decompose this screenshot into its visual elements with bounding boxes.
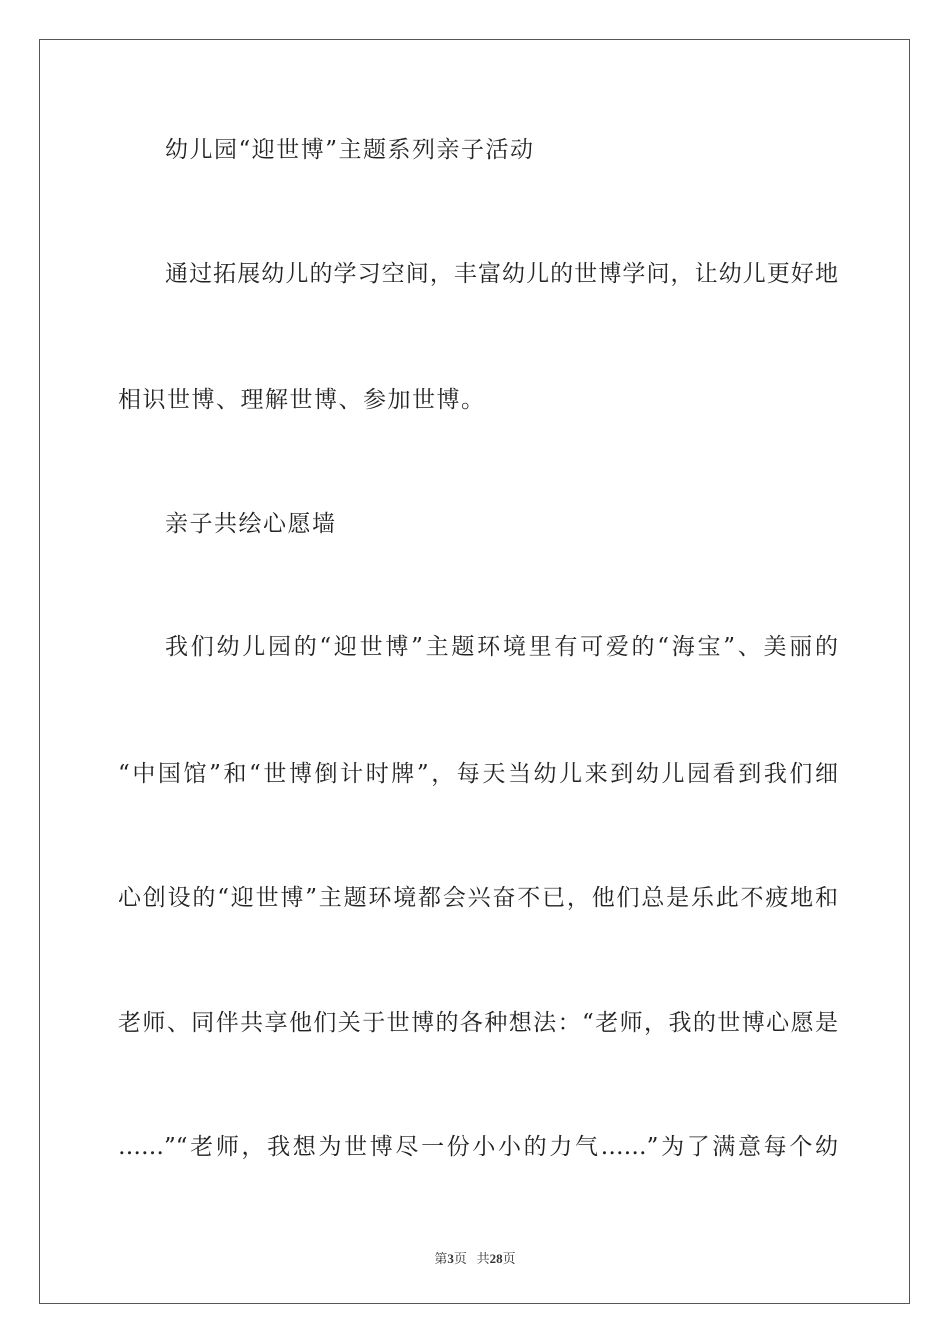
total-pages: 28 [489,1251,503,1266]
total-prefix: 共 [476,1251,490,1266]
title-line: 幼儿园“迎世博”主题系列亲子活动 [165,137,535,163]
total-unit: 页 [502,1251,516,1266]
page-border [39,39,910,1304]
paragraph-line: 通过拓展幼儿的学习空间，丰富幼儿的世博学问，让幼儿更好地 [165,261,838,287]
paragraph-line: 心创设的“迎世博”主题环境都会兴奋不已，他们总是乐此不疲地和 [118,885,838,911]
paragraph-line: ……”“老师，我想为世博尽一份小小的力气……”为了满意每个幼 [118,1134,838,1160]
paragraph-line: 老师、同伴共享他们关于世博的各种想法：“老师，我的世博心愿是 [118,1010,838,1036]
page-prefix: 第 [434,1251,448,1266]
section-heading: 亲子共绘心愿墙 [165,511,337,537]
page-footer [0,1248,950,1267]
paragraph-line: “中国馆”和“世博倒计时牌”，每天当幼儿来到幼儿园看到我们细 [118,761,838,787]
page-unit: 页 [453,1251,467,1266]
paragraph-line: 相识世博、理解世博、参加世博。 [118,387,486,413]
page-number: 3 [447,1251,454,1266]
paragraph-line: 我们幼儿园的“迎世博”主题环境里有可爱的“海宝”、美丽的 [165,634,838,660]
